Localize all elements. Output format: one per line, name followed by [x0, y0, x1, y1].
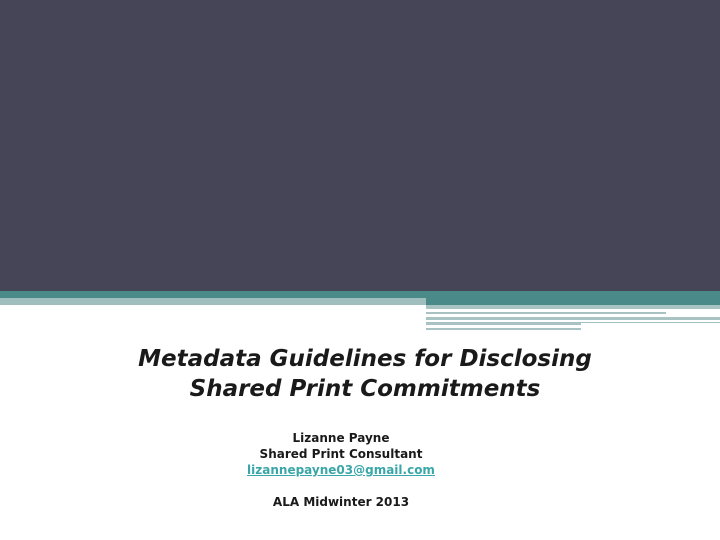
decor-line — [426, 317, 720, 320]
author-role: Shared Print Consultant — [259, 447, 423, 461]
slide-title — [0, 344, 720, 404]
title-line-1: Metadata Guidelines for Disclosing — [138, 346, 592, 372]
decor-line — [426, 323, 581, 325]
event-name: ALA Midwinter 2013 — [272, 495, 410, 509]
decor-line — [426, 322, 720, 323]
email-link[interactable]: lizannepayne03@gmail.com — [247, 463, 435, 477]
accent-band-gap — [0, 305, 426, 308]
title-line-2: Shared Print Commitments — [189, 376, 541, 402]
accent-band-light — [0, 298, 426, 305]
decor-line — [426, 305, 720, 309]
slide-subtitle — [0, 430, 682, 510]
decor-line — [426, 328, 581, 330]
spacer — [0, 478, 682, 494]
decor-line — [426, 312, 666, 314]
author-name: Lizanne Payne — [292, 431, 390, 445]
